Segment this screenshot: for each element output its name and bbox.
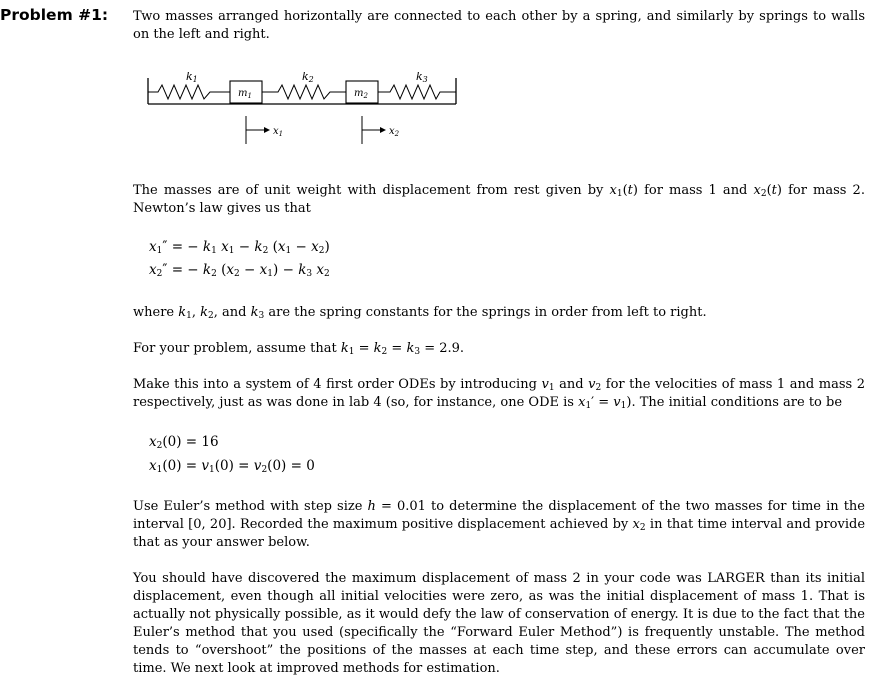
final-paragraph: You should have discovered the maximum displacement of mass 2 in your code was LARGER than its initial displacement, even though all initial velocities were zero, as was the initial displacement of mass 1. That is actually not physically possible, as it would defy the law of conservation of energy. It is due to the fact that the Euler’s method that you used (specifically the “Forward Euler Method”) is frequently unstable. The method tends to “overshoot” the positions of the masses at each time step, and these errors can accumulate over time. We next look at improved methods for estimation. [133, 571, 865, 676]
mass-label-m1: $m_1$ [238, 88, 252, 100]
spring-label-k3: k3 [416, 72, 428, 84]
spring-mass-diagram [146, 72, 466, 152]
spring-label-k2: k2 [302, 72, 314, 84]
intro-paragraph: Two masses arranged horizontally are connected to each other by a spring, and similarly by springs to walls on the left and right. [133, 9, 865, 42]
problem-label: Problem #1: [0, 6, 109, 24]
initial-condition-2: $x_1(0) = v_1(0) = v_2(0) = 0$ [149, 458, 315, 475]
displacement-label-x2: $x_2$ [389, 126, 400, 138]
assume-paragraph: For your problem, assume that $k_1 = k_2 = k_3 = 2.9$. [133, 341, 465, 357]
spring-1 [148, 85, 230, 99]
x1-arrowhead [264, 127, 270, 133]
equation-1: $x_1''$ = − $k_1$ $x_1 - k_2$ $(x_1 - x_2)$ [149, 239, 330, 256]
masses-paragraph: The masses are of unit weight with displacement from rest given by $x_1(t)$ for mass 1 and $x_2(t)$ for mass 2. Newton’s law gives us that [133, 183, 865, 216]
where-paragraph: where $k_1$, $k_2$, and $k_3$ are the spring constants for the springs in order from left to right. [133, 305, 707, 321]
initial-condition-1: $x_2(0) = 16$ [149, 434, 219, 451]
spring-label-k1: k1 [186, 72, 198, 84]
equation-2: $x_2''$ = − $k_2$ $(x_2 - x_1) - k_3$ $x_2$ [149, 262, 330, 279]
x2-arrowhead [380, 127, 386, 133]
system-paragraph: Make this into a system of 4 first order ODEs by introducing $v_1$ and $v_2$ for the velocities of mass 1 and mass 2 respectively, just as was done in lab 4 (so, for instance, one ODE is $x_1' = v_1$). The initial conditions are to be [133, 377, 865, 411]
spring-2 [262, 85, 346, 99]
euler-paragraph: Use Euler’s method with step size h = 0.01 to determine the displacement of the two masses for time in the interval [0, 20]. Recorded the maximum positive displacement achieved by $x_2$ in that time interval and provide that as your answer below. [133, 499, 866, 550]
displacement-label-x1: $x_1$ [273, 126, 284, 138]
spring-3 [378, 85, 456, 99]
mass-label-m2: $m_2$ [354, 88, 368, 100]
